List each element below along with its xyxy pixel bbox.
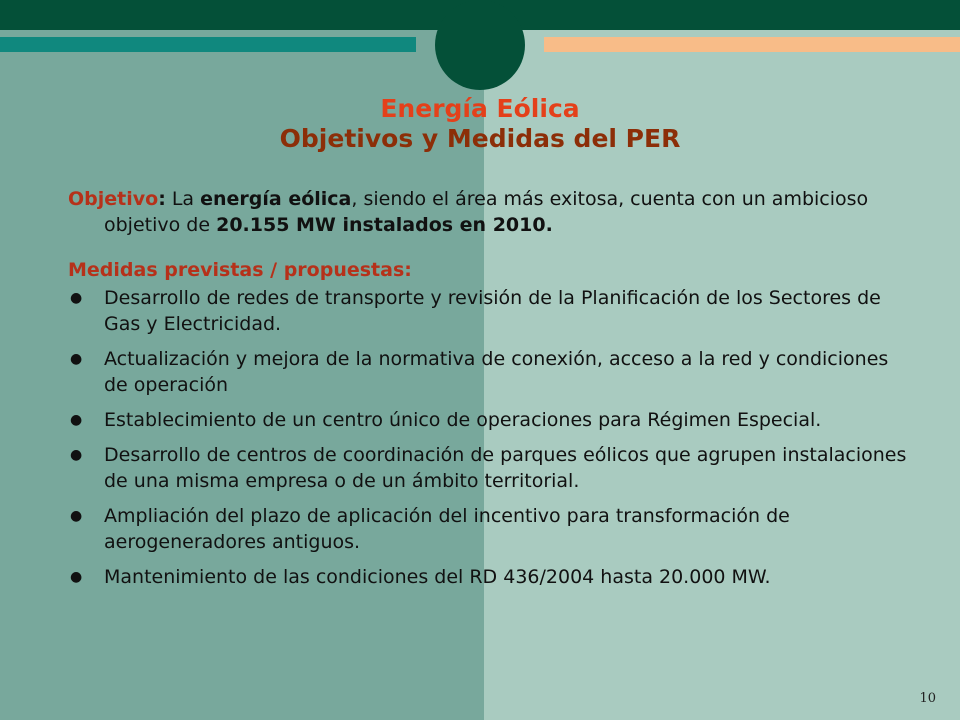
list-item-text: Desarrollo de redes de transporte y revisión de la Planificación de los Sectores de Gas y Electricidad. <box>104 287 881 335</box>
objective-text-3: . <box>545 214 553 236</box>
objective-bold-1: energía eólica <box>200 188 352 210</box>
objective-paragraph <box>68 186 918 238</box>
objective-text-2: , siendo el área más exitosa, cuenta con un ambicioso objetivo de <box>104 188 869 236</box>
teal-accent-bar <box>0 37 416 52</box>
measures-heading: Medidas previstas / propuestas: <box>68 259 412 281</box>
list-item <box>68 503 918 555</box>
measures-list <box>68 285 918 590</box>
list-item-text: Ampliación del plazo de aplicación del incentivo para transformación de aerogeneradores antiguos. <box>104 505 790 553</box>
list-item-text: Establecimiento de un centro único de operaciones para Régimen Especial. <box>104 409 822 431</box>
objective-colon: : <box>158 188 166 210</box>
peach-accent-bar <box>544 37 960 52</box>
list-item-text: Desarrollo de centros de coordinación de parques eólicos que agrupen instalaciones de una misma empresa o de un ámbito territorial. <box>104 444 907 492</box>
objective-text-1: La <box>165 188 201 210</box>
bullet-icon: ● <box>70 351 83 367</box>
bullet-icon: ● <box>70 569 83 585</box>
bullet-icon: ● <box>70 447 83 463</box>
title-line-1: Energía Eólica <box>380 94 580 123</box>
list-item-text: Mantenimiento de las condiciones del RD 436/2004 hasta 20.000 MW. <box>104 566 771 588</box>
list-item <box>68 407 918 433</box>
slide-title <box>0 94 960 154</box>
list-item <box>68 564 918 590</box>
page-number: 10 <box>919 691 936 706</box>
bullet-icon: ● <box>70 508 83 524</box>
list-item-text: Actualización y mejora de la normativa de conexión, acceso a la red y condiciones de operación <box>104 348 889 396</box>
objective-bold-2: 20.155 MW instalados en 2010 <box>216 214 546 236</box>
decorative-circle <box>435 0 525 90</box>
list-item <box>68 285 918 337</box>
bullet-icon: ● <box>70 290 83 306</box>
slide-content <box>68 186 918 599</box>
list-item <box>68 442 918 494</box>
list-item <box>68 346 918 398</box>
objective-label: Objetivo <box>68 188 159 210</box>
bullet-icon: ● <box>70 412 83 428</box>
title-line-2: Objetivos y Medidas del PER <box>279 124 681 153</box>
